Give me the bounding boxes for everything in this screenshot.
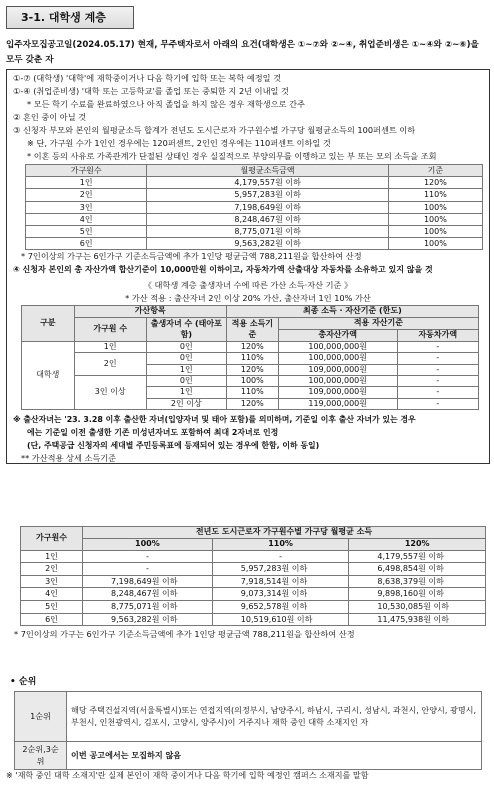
cell: 100% [388, 226, 482, 238]
bonus-subtitle: * 가산 적용 : 출산자녀 2인 이상 20% 가산, 출산자녀 1인 10% 가산 [125, 293, 371, 304]
cell: 110% [226, 353, 278, 364]
cell: 2인 [21, 563, 83, 576]
rank2-text: 이번 공고에서는 모집하지 않음 [67, 742, 482, 770]
cell: 2인 [74, 353, 146, 376]
cell: 110% [226, 387, 278, 398]
cell: 120% [388, 177, 482, 189]
condition-income-note2: * 이혼 등의 사유로 가족관계가 단절된 상태인 경우 실질적으로 부양의무를 이행하고 있는 부 또는 모의 소득을 조회 [27, 151, 437, 161]
bonus-table [21, 305, 479, 410]
bonus-header-group: 구분 [22, 306, 75, 341]
cell: 4,179,557원 이하 [349, 550, 486, 563]
cell: 5,957,283원 이하 [212, 563, 349, 576]
cell: 119,000,000원 [278, 398, 397, 409]
cell: 4인 [21, 588, 83, 601]
cell: 8,248,467원 이하 [83, 588, 213, 601]
table-row [22, 341, 479, 352]
cell: 100,000,000원 [278, 376, 397, 387]
cell: 120% [226, 364, 278, 375]
cell: 100% [388, 238, 482, 250]
cell: 10,530,085원 이하 [349, 600, 486, 613]
condition-income: ③ 신청자 부모와 본인의 월평균소득 합계가 전년도 도시근로자 가구원수별 가구당 월평균소득의 100퍼센트 이하 [13, 125, 416, 135]
detail-note: * 7인이상의 가구는 6인가구 기준소득금액에 추가 1인당 평균금액 788,211원을 합산하여 산정 [14, 629, 355, 640]
cell: 8,638,379원 이하 [349, 575, 486, 588]
birth-note-3: (단, 주택공급 신청자의 세대별 주민등록표에 등재되어 있는 경우에 한함, 이하 동일) [27, 441, 320, 451]
detail-header-title: 전년도 도시근로자 가구원수별 가구당 월평균 소득 [83, 527, 486, 539]
cell: 110% [388, 189, 482, 201]
cell: 4,179,557원 이하 [147, 177, 388, 189]
table-row [21, 588, 486, 601]
bonus-header-apply: 적용 소득기준 [226, 318, 278, 342]
cell: 9,073,314원 이하 [212, 588, 349, 601]
condition-unmarried: ② 혼인 중이 아닐 것 [13, 112, 87, 122]
bonus-header-car: 자동차가액 [397, 330, 478, 342]
bonus-group-cell: 대학생 [22, 341, 75, 409]
condition-income-note1: ※ 단, 가구원 수가 1인인 경우에는 120퍼센트, 2인인 경우에는 110퍼센트 이하일 것 [27, 138, 331, 148]
cell: 0인 [146, 341, 226, 352]
cell: 5인 [26, 226, 147, 238]
cell: 4인 [26, 213, 147, 225]
table-row [26, 177, 483, 189]
section-title: 3-1. 대학생 계층 [6, 6, 134, 29]
condition-jobseeker-note: * 모든 학기 수료를 완료하였으나 아직 졸업을 하지 않은 경우 재학생으로 간주 [27, 99, 305, 109]
cell: - [397, 341, 478, 352]
cell: - [397, 364, 478, 375]
table-row [21, 550, 486, 563]
cell: 6인 [26, 238, 147, 250]
cell: 109,000,000원 [278, 387, 397, 398]
detail-header-members: 가구원수 [21, 527, 83, 551]
cell: 6,498,854원 이하 [349, 563, 486, 576]
birth-note-2: 에는 기준일 이전 출생한 기존 미성년자녀도 포함하여 최대 2자녀로 인정 [27, 428, 279, 438]
table-row [22, 353, 479, 364]
birth-note-1: ※ 출산자녀는 '23. 3.28 이후 출산한 자녀(입양자녀 및 태아 포함)를 의미하며, 기준일 이후 출산 자녀가 있는 경우 [13, 415, 416, 425]
detail-header-100: 100% [83, 538, 213, 550]
table-row [26, 213, 483, 225]
bonus-header-final: 최종 소득 · 자산기준 (한도) [226, 306, 478, 318]
cell: 8,775,071원 이하 [147, 226, 388, 238]
cell: - [212, 550, 349, 563]
detail-section [6, 526, 490, 641]
table-row [15, 692, 482, 742]
cell: 0인 [146, 376, 226, 387]
table-row [21, 600, 486, 613]
cell: 5,957,283원 이하 [147, 189, 388, 201]
cell: 2인 [26, 189, 147, 201]
table-row [21, 575, 486, 588]
table-row [26, 201, 483, 213]
table-row [26, 226, 483, 238]
cell: 3인 [26, 201, 147, 213]
income-table [25, 164, 483, 250]
cell: 109,000,000원 [278, 364, 397, 375]
detail-table [20, 526, 486, 626]
cell: 7,918,514원 이하 [212, 575, 349, 588]
cell: 3인 [21, 575, 83, 588]
rank1-label: 1순위 [15, 692, 67, 742]
ranking-title: • 순위 [10, 677, 37, 687]
cell: 7,198,649원 이하 [147, 201, 388, 213]
cell: 9,563,282원 이하 [147, 238, 388, 250]
detail-title: ** 가산적용 상세 소득기준 [21, 453, 117, 464]
cell: 11,475,938원 이하 [349, 613, 486, 626]
cell: 9,652,578원 이하 [212, 600, 349, 613]
cell: 100,000,000원 [278, 341, 397, 352]
cell: 10,519,610원 이하 [212, 613, 349, 626]
table-row [21, 563, 486, 576]
cell: 8,248,467원 이하 [147, 213, 388, 225]
cell: - [83, 550, 213, 563]
table-row [21, 613, 486, 626]
cell: 100% [226, 376, 278, 387]
cell: 1인 [26, 177, 147, 189]
cell: 3인 이상 [74, 376, 146, 410]
cell: - [397, 353, 478, 364]
table-row [15, 742, 482, 770]
bonus-header-children: 출생자녀 수 (태아포함) [146, 318, 226, 342]
detail-header-120: 120% [349, 538, 486, 550]
cell: 8,775,071원 이하 [83, 600, 213, 613]
rank1-text: 해당 주택건설지역(서울특별시)또는 연접지역(의정부시, 남양주시, 하남시, 구리시, 성남시, 과천시, 안양시, 광명시, 부천시, 인천광역시, 김포시, 고양시, 양주시)이 거주지나 재학 중인 대학 소재지인 자 [67, 692, 482, 742]
bonus-header-add: 가산항목 [74, 306, 226, 318]
cell: 0인 [146, 353, 226, 364]
cell: 100% [388, 201, 482, 213]
bonus-header-asset: 적용 자산기준 [278, 318, 478, 330]
cell: 5인 [21, 600, 83, 613]
cell: 100,000,000원 [278, 353, 397, 364]
condition-student: ①-⑦ (대학생) '대학'에 재학중이거나 다음 학기에 입학 또는 복학 예정일 것 [13, 73, 282, 83]
cell: - [397, 376, 478, 387]
bonus-header-total: 총자산가액 [278, 330, 397, 342]
cell: - [397, 387, 478, 398]
cell: 2인 이상 [146, 398, 226, 409]
cell: 6인 [21, 613, 83, 626]
cell: 120% [226, 341, 278, 352]
cell: 100% [388, 213, 482, 225]
table-row [26, 189, 483, 201]
cell: 9,563,282원 이하 [83, 613, 213, 626]
income-header-amount: 월평균소득금액 [147, 165, 388, 177]
cell: - [83, 563, 213, 576]
income-header-members: 가구원수 [26, 165, 147, 177]
condition-assets: ④ 신청자 본인의 총 자산가액 합산기준이 10,000만원 이하이고, 자동차가액 산출대상 자동차를 소유하고 있지 않을 것 [13, 265, 433, 275]
income-seven-note: * 7인이상의 가구는 6인가구 기준소득금액에 추가 1인당 평균금액 788,211원을 합산하여 산정 [21, 251, 362, 262]
detail-header-110: 110% [212, 538, 349, 550]
cell: 1인 [146, 387, 226, 398]
bonus-title: 《 대학생 계층 출생자녀 수에 따른 가산 소득·자산 기준 》 [143, 280, 353, 291]
bonus-header-members: 가구원 수 [74, 318, 146, 342]
cell: 1인 [74, 341, 146, 352]
cell: 9,898,160원 이하 [349, 588, 486, 601]
condition-jobseeker: ①-④ (취업준비생) '대학 또는 고등학교'를 졸업 또는 중퇴한 지 2년 이내일 것 [13, 86, 289, 96]
cell: - [397, 398, 478, 409]
cell: 7,198,649원 이하 [83, 575, 213, 588]
footnote: ※ '재학 중인 대학 소재지'란 실제 본인이 재학 중이거나 다음 학기에 입학 예정인 캠퍼스 소재지를 말함 [6, 770, 369, 780]
cell: 1인 [146, 364, 226, 375]
cell: 1인 [21, 550, 83, 563]
table-row [22, 376, 479, 387]
conditions-box [6, 69, 490, 464]
ranking-table [14, 691, 482, 770]
income-header-standard: 기준 [388, 165, 482, 177]
table-row [26, 238, 483, 250]
cell: 120% [226, 398, 278, 409]
rank2-label: 2순위,3순위 [15, 742, 67, 770]
intro-text: 입주자모집공고일(2024.05.17) 현재, 무주택자로서 아래의 요건(대학생은 ①~⑦와 ②~④, 취업준비생은 ①~④와 ②~⑥)을 모두 갖춘 자 [6, 40, 479, 65]
